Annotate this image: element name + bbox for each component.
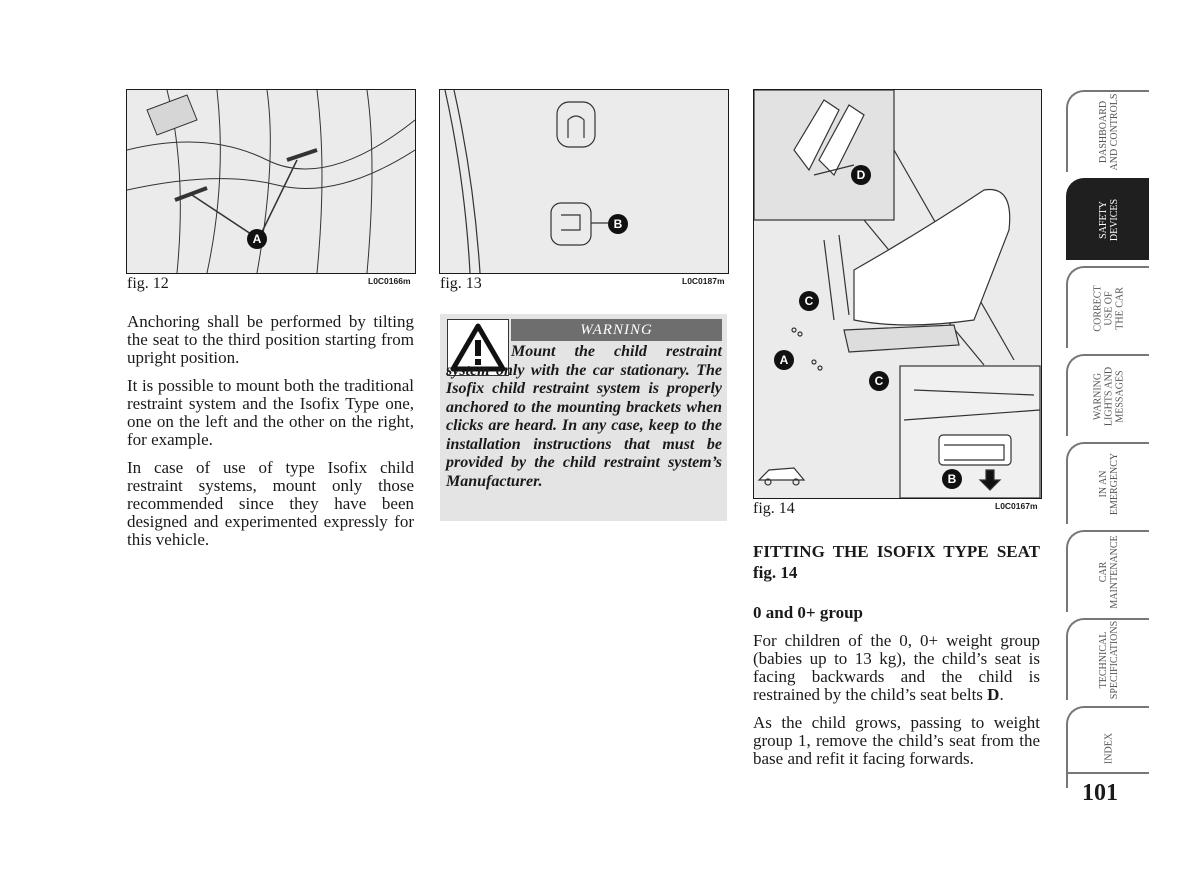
- callout-a: A: [247, 229, 267, 249]
- figure-14-code: L0C0167m: [995, 501, 1038, 511]
- tab-correct-use-of-the-car[interactable]: CORRECT USE OF THE CAR: [1066, 266, 1149, 348]
- tab-in-an-emergency[interactable]: IN AN EMERGENCY: [1066, 442, 1149, 524]
- tab-dashboard-and-controls[interactable]: DASHBOARD AND CONTROLS: [1066, 90, 1149, 172]
- paragraph-group-0: For children of the 0, 0+ weight group (babies up to 13 kg), the child’s seat is facing backwards and the child is restrained by the child’s seat belts D.: [753, 631, 1040, 704]
- warning-text: Mount the child restraint system only with the car stationary. The Isofix child restraint system is properly anchored to the mounting brackets when clicks are heard. In any case, keep to the installation instructions that must be provided by the child restraint system’s Manufacturer.: [446, 343, 722, 490]
- left-column: [127, 313, 414, 559]
- group-heading: 0 and 0+ group: [753, 603, 863, 622]
- paragraph-recommended: In case of use of type Isofix child restraint systems, mount only those recommended since they have been designed and experimented expressly for this vehicle.: [127, 458, 414, 549]
- tab-warning-lights-and-messages[interactable]: WARNING LIGHTS AND MESSAGES: [1066, 354, 1149, 436]
- tab-technical-specifications[interactable]: TECHNICAL SPECIFICATIONS: [1066, 618, 1149, 700]
- warning-box: [440, 314, 727, 521]
- warning-title: WARNING: [511, 319, 722, 341]
- tab-safety-devices[interactable]: SAFETY DEVICES: [1066, 178, 1149, 260]
- tab-index[interactable]: INDEX: [1066, 706, 1149, 788]
- tab-car-maintenance[interactable]: CAR MAINTENANCE: [1066, 530, 1149, 612]
- figure-12-code: L0C0166m: [368, 276, 411, 286]
- callout-b: B: [608, 214, 628, 234]
- figure-13-image: [439, 89, 729, 274]
- paragraph-tilting: Anchoring shall be performed by tilting the seat to the third position starting from upright position.: [127, 312, 414, 367]
- page-number: 101: [1082, 780, 1118, 806]
- figure-12-caption: fig. 12: [127, 275, 169, 292]
- callout-b: B: [942, 469, 962, 489]
- section-heading: FITTING THE ISOFIX TYPE SEAT fig. 14: [753, 542, 1040, 582]
- figure-13-caption: fig. 13: [440, 275, 482, 292]
- callout-c: C: [869, 371, 889, 391]
- seat-anchor-illustration: [127, 90, 415, 273]
- callout-c: C: [799, 291, 819, 311]
- callout-d: D: [851, 165, 871, 185]
- isofix-bracket-illustration: [440, 90, 728, 273]
- paragraph-mount-both: It is possible to mount both the traditional restraint system and the Isofix Type one, one on the left and the other on the right, for example.: [127, 376, 414, 449]
- callout-a: A: [774, 350, 794, 370]
- paragraph-group-1: As the child grows, passing to weight group 1, remove the child’s seat from the base and refit it facing forwards.: [753, 713, 1040, 768]
- figure-12-image: [126, 89, 416, 274]
- figure-14-caption: fig. 14: [753, 500, 795, 517]
- tabs-bottom-rule: [1066, 772, 1149, 774]
- section-tabs: [1066, 90, 1149, 794]
- right-column: [753, 541, 1040, 778]
- figure-14-image: [753, 89, 1042, 499]
- child-seat-illustration: [754, 90, 1041, 498]
- figure-13-code: L0C0187m: [682, 276, 725, 286]
- warning-text-block: [446, 343, 722, 491]
